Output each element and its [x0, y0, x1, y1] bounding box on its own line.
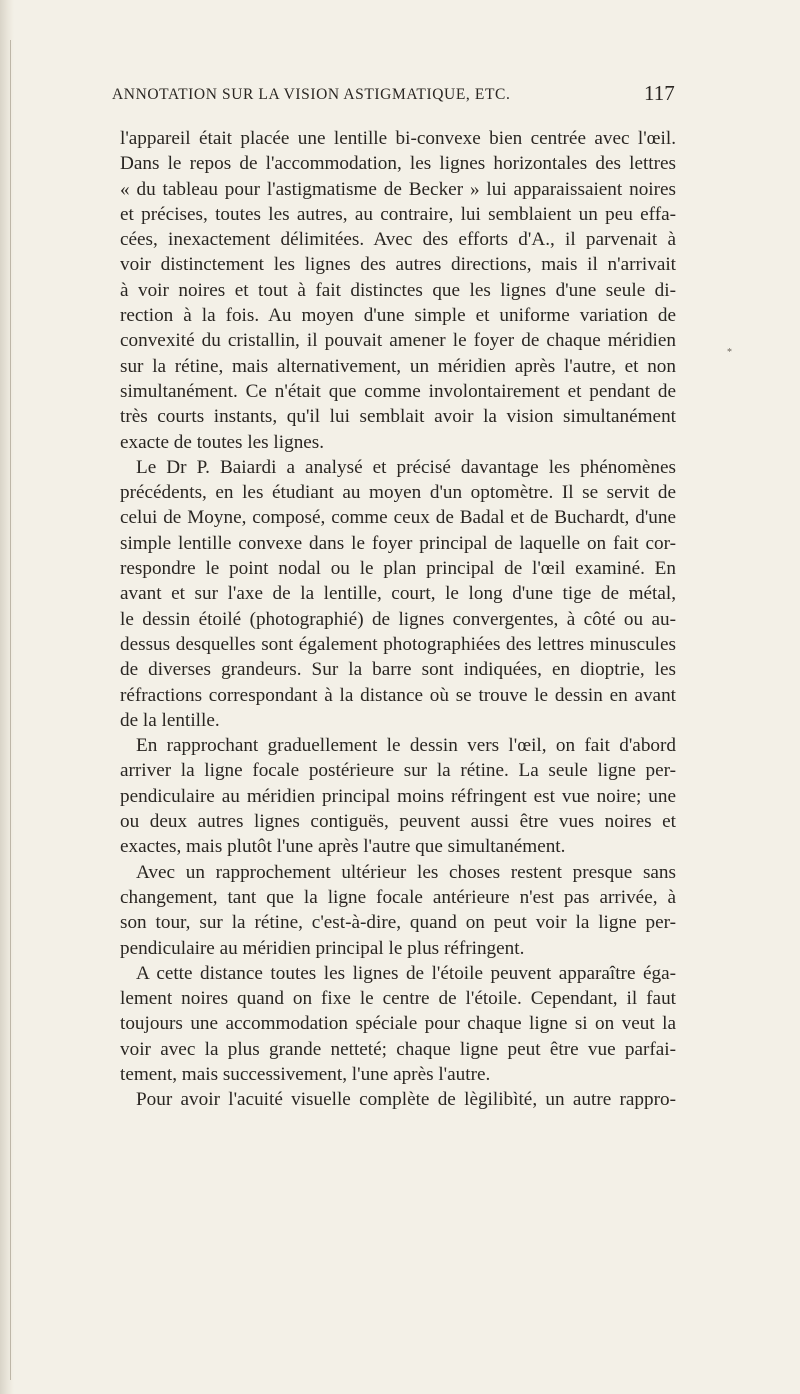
text-line: son tour, sur la rétine, c'est-à-dire, quand on peut voir la ligne per- — [120, 912, 676, 934]
text-line: respondre le point nodal ou le plan principal de l'œil examiné. En — [120, 558, 676, 580]
text-line: tement, mais successivement, l'une après l'autre. — [120, 1063, 491, 1085]
text-line: simple lentille convexe dans le foyer principal de laquelle on fait cor- — [120, 532, 676, 554]
text-line: de la lentille. — [120, 709, 220, 731]
text-line: rection à la fois. Au moyen d'une simple et uniforme variation de — [120, 305, 676, 327]
text-line: lement noires quand on fixe le centre de l'étoile. Cependant, il faut — [120, 988, 676, 1010]
text-line: voir distinctement les lignes des autres directions, mais il n'arrivait — [120, 254, 676, 276]
text-line: très courts instants, qu'il lui semblait avoir la vision simultanément — [120, 406, 676, 428]
text-line: le dessin étoilé (photographié) de lignes convergentes, à côté ou au- — [120, 608, 676, 630]
text-line: à voir noires et tout à fait distinctes que les lignes d'une seule di- — [120, 279, 676, 301]
text-line: et précises, toutes les autres, au contraire, lui semblaient un peu effa- — [120, 203, 676, 225]
text-line: dessus desquelles sont également photographiées des lettres minuscules — [120, 633, 676, 655]
page-number: 117 — [644, 81, 675, 105]
text-line: changement, tant que la ligne focale antérieure n'est pas arrivée, à — [120, 886, 676, 908]
page-gutter-shadow — [0, 0, 14, 1394]
text-line: Avec un rapprochement ultérieur les choses restent presque sans — [136, 861, 676, 883]
text-line: l'appareil était placée une lentille bi-convexe bien centrée avec l'œil. — [120, 128, 676, 149]
text-line: sur la rétine, mais alternativement, un méridien après l'autre, et non — [120, 355, 676, 377]
text-line: simultanément. Ce n'était que comme involontairement et pendant de — [120, 380, 676, 402]
text-line: Le Dr P. Baiardi a analysé et précisé davantage les phénomènes — [136, 456, 676, 478]
text-line: réfractions correspondant à la distance où se trouve le dessin en avant — [120, 684, 676, 706]
running-header: ANNOTATION SUR LA VISION ASTIGMATIQUE, ETC. — [112, 86, 511, 103]
text-line: convexité du cristallin, il pouvait amener le foyer de chaque méridien — [120, 330, 676, 352]
text-line: A cette distance toutes les lignes de l'étoile peuvent apparaître éga- — [136, 962, 676, 984]
text-line: Pour avoir l'acuité visuelle complète de lègilibìté, un autre rappro- — [136, 1089, 676, 1111]
text-line: pendiculaire au méridien principal le plus réfringent. — [120, 937, 525, 959]
margin-mark: * — [727, 347, 732, 358]
text-line: exactes, mais plutôt l'une après l'autre que simultanément. — [120, 836, 566, 858]
text-line: En rapprochant graduellement le dessin vers l'œil, on fait d'abord — [136, 735, 676, 757]
text-line: voir avec la plus grande netteté; chaque ligne peut être vue parfai- — [120, 1038, 676, 1060]
text-line: celui de Moyne, composé, comme ceux de Badal et de Buchardt, d'une — [120, 507, 676, 529]
binding-edge-line — [10, 40, 11, 1380]
text-line: « du tableau pour l'astigmatisme de Becker » lui apparaissaient noires — [120, 178, 676, 200]
text-line: exacte de toutes les lignes. — [120, 431, 325, 453]
text-line: Dans le repos de l'accommodation, les lignes horizontales des lettres — [120, 153, 676, 175]
text-line: ou deux autres lignes contiguës, peuvent aussi être vues noires et — [120, 811, 676, 833]
text-line: pendiculaire au méridien principal moins réfringent est vue noire; une — [120, 785, 676, 807]
text-line: cées, inexactement délimitées. Avec des efforts d'A., il parvenait à — [120, 229, 676, 251]
text-line: avant et sur l'axe de la lentille, court, le long d'une tige de métal, — [120, 583, 676, 605]
text-line: arriver la ligne focale postérieure sur la rétine. La seule ligne per- — [120, 760, 676, 782]
text-line: de diverses grandeurs. Sur la barre sont indiquées, en dioptrie, les — [120, 659, 676, 681]
text-line: précédents, en les étudiant au moyen d'un optomètre. Il se servit de — [120, 482, 676, 504]
body-text — [120, 126, 676, 1113]
text-line: toujours une accommodation spéciale pour chaque ligne si on veut la — [120, 1013, 676, 1035]
